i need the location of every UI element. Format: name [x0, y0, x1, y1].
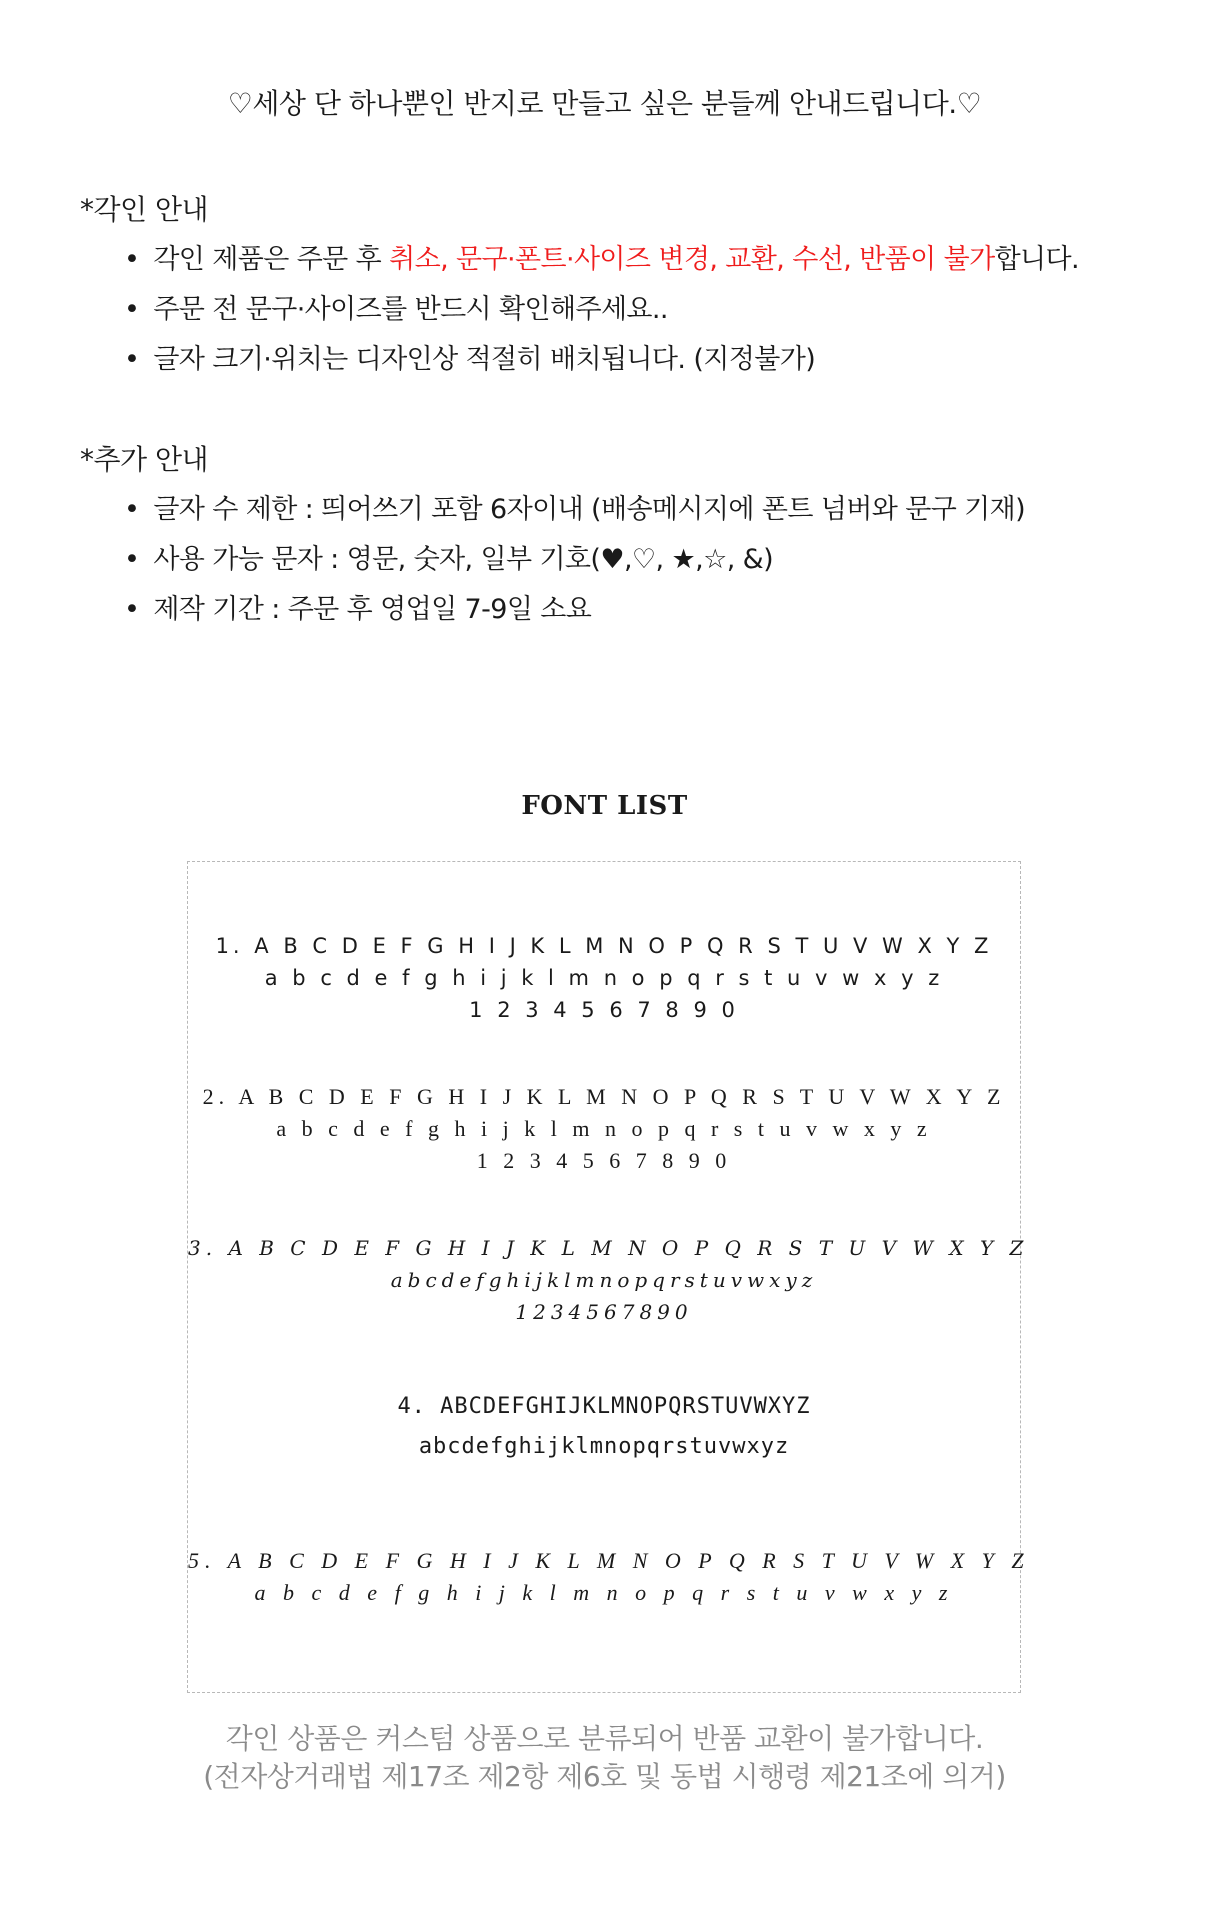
notice-item-1 — [80, 240, 1160, 280]
font-sample-3-upper: 3. A B C D E F G H I J K L M N O P Q R S T U V W X Y Z — [188, 1236, 1029, 1260]
font-sample-4-upper: 4. ABCDEFGHIJKLMNOPQRSTUVWXYZ — [397, 1394, 811, 1419]
font-sample-3-lower: abcdefghijklmnopqrstuvwxyz — [390, 1268, 818, 1292]
notice-item-1-highlight: 취소, 문구·폰트·사이즈 변경, 교환, 수선, 반품이 불가 — [389, 244, 995, 275]
font-sample-5 — [188, 1545, 1030, 1609]
font-sample-1-lower: a b c d e f g h i j k l m n o p q r s t u v w x y z — [264, 966, 944, 990]
font-sample-3-digits: 1234567890 — [515, 1300, 693, 1324]
notice-item-1-after: 합니다. — [994, 244, 1079, 275]
notice-item-2-text: 주문 전 문구·사이즈를 반드시 확인해주세요.. — [153, 294, 668, 325]
engraving-notice-section — [80, 190, 1160, 380]
headline: ♡세상 단 하나뿐인 반지로 만들고 싶은 분들께 안내드립니다.♡ — [227, 87, 982, 120]
notice-item-3 — [80, 340, 1160, 380]
extra-item-3-text: 제작 기간 : 주문 후 영업일 7-9일 소요 — [153, 594, 592, 625]
engraving-notice-title: *각인 안내 — [80, 193, 209, 226]
bullet-dot: • — [124, 544, 140, 575]
font-sample-2-digits: 1 2 3 4 5 6 7 8 9 0 — [476, 1148, 732, 1173]
extra-item-1 — [80, 490, 1160, 530]
extra-item-2 — [80, 540, 1160, 580]
footer-line-1: 각인 상품은 커스텀 상품으로 분류되어 반품 교환이 불가합니다. — [225, 1722, 984, 1755]
bullet-dot: • — [124, 294, 140, 325]
font-sample-2-lower: a b c d e f g h i j k l m n o p q r s t u v w x y z — [276, 1116, 932, 1141]
font-sample-1-upper: 1. A B C D E F G H I J K L M N O P Q R S T U V W X Y Z — [215, 934, 993, 958]
font-list-box — [187, 861, 1030, 1693]
bullet-dot: • — [124, 344, 140, 375]
font-sample-5-upper: 5. A B C D E F G H I J K L M N O P Q R S T U V W X Y Z — [188, 1548, 1030, 1573]
font-sample-4-lower: abcdefghijklmnopqrstuvwxyz — [418, 1434, 790, 1459]
notice-item-3-text: 글자 크기·위치는 디자인상 적절히 배치됩니다. (지정불가) — [153, 344, 816, 375]
font-sample-1 — [188, 930, 1020, 1026]
extra-item-1-text: 글자 수 제한 : 띄어쓰기 포함 6자이내 (배송메시지에 폰트 넘버와 문구 기재) — [153, 494, 1026, 525]
footer-line-2: (전자상거래법 제17조 제2항 제6호 및 동법 시행령 제21조에 의거) — [203, 1760, 1006, 1793]
footer-notice — [0, 1720, 1209, 1796]
bullet-dot: • — [124, 494, 140, 525]
extra-item-3 — [80, 590, 1160, 630]
font-list-title: FONT LIST — [521, 791, 688, 821]
font-sample-2-upper: 2. A B C D E F G H I J K L M N O P Q R S T U V W X Y Z — [202, 1084, 1006, 1109]
additional-notice-section — [80, 440, 1160, 630]
font-sample-5-lower: a b c d e f g h i j k l m n o p q r s t u v w x y z — [254, 1580, 954, 1605]
font-sample-2 — [188, 1081, 1020, 1177]
font-sample-4 — [188, 1387, 1020, 1467]
extra-item-2-text: 사용 가능 문자 : 영문, 숫자, 일부 기호(♥,♡, ★,☆, &) — [153, 544, 774, 575]
font-sample-3 — [188, 1232, 1029, 1328]
additional-notice-title: *추가 안내 — [80, 443, 209, 476]
font-sample-1-digits: 1 2 3 4 5 6 7 8 9 0 — [469, 998, 739, 1022]
bullet-dot: • — [124, 244, 140, 275]
notice-item-2 — [80, 290, 1160, 330]
bullet-dot: • — [124, 594, 140, 625]
notice-item-1-before: 각인 제품은 주문 후 — [153, 244, 390, 275]
